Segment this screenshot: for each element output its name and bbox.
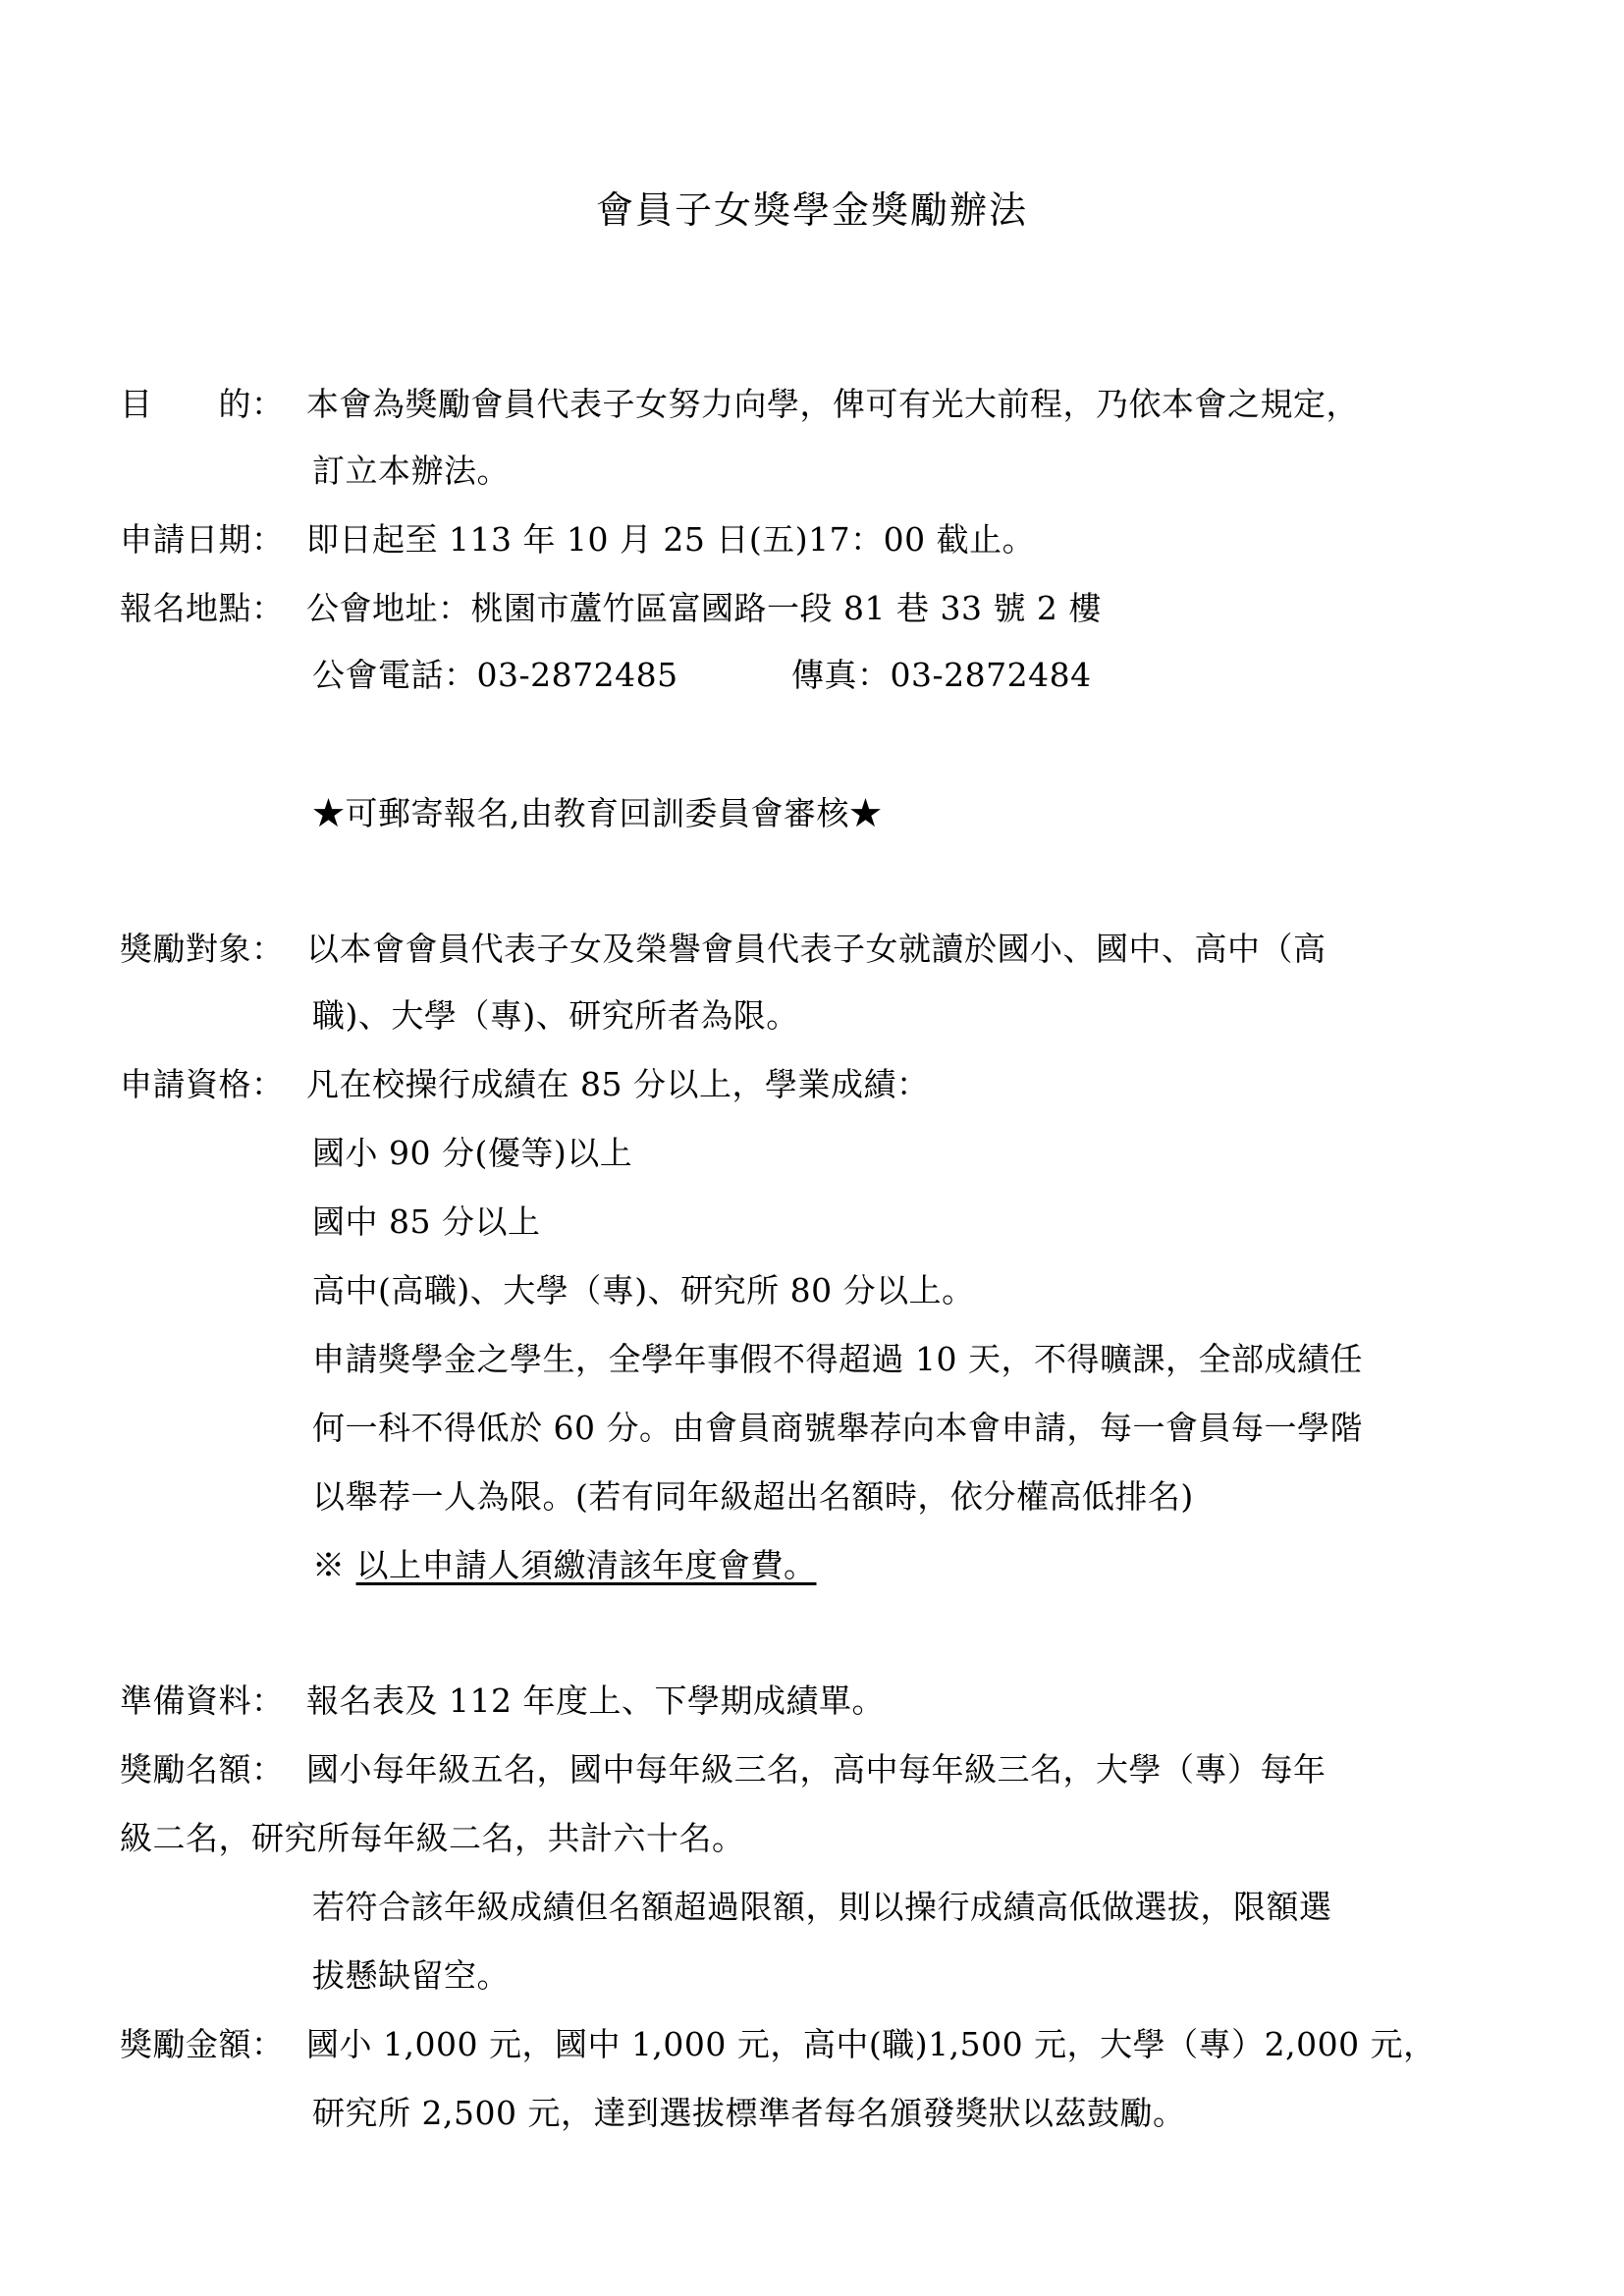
location-label: 報名地點：: [120, 589, 285, 627]
qualifications-line-3: 國中 85 分以上: [312, 1202, 541, 1241]
apply-date-text: 即日起至 113 年 10 月 25 日(五)17：00 截止。: [306, 520, 1036, 559]
apply-date-label: 申請日期：: [120, 520, 285, 559]
location-fax: 傳真：03-2872484: [791, 656, 1092, 694]
location-phone: 公會電話：03-2872485: [312, 656, 678, 694]
amount-line-2: 研究所 2,500 元，達到選拔標準者每名頒發獎狀以茲鼓勵。: [312, 2094, 1186, 2132]
quota-label: 獎勵名額：: [120, 1750, 285, 1789]
qualifications-line-1: 凡在校操行成績在 85 分以上，學業成績：: [306, 1065, 930, 1103]
purpose-line-1: 本會為獎勵會員代表子女努力向學，俾可有光大前程，乃依本會之規定，: [306, 385, 1359, 423]
amount-label: 獎勵金額：: [120, 2025, 285, 2063]
quota-line-1: 國小每年級五名，國中每年級三名，高中每年級三名，大學（專）每年: [306, 1750, 1326, 1789]
amount-line-1: 國小 1,000 元，國中 1,000 元，高中(職)1,500 元，大學（專）2,000 元，: [306, 2025, 1436, 2063]
quota-line-2: 級二名，研究所每年級二名，共計六十名。: [120, 1819, 745, 1857]
quota-line-4: 拔懸缺留空。: [312, 1956, 510, 1995]
purpose-label: 目 的：: [120, 385, 285, 423]
materials-text: 報名表及 112 年度上、下學期成績單。: [306, 1682, 885, 1720]
targets-line-1: 以本會會員代表子女及榮譽會員代表子女就讀於國小、國中、高中（高: [306, 930, 1326, 968]
qualifications-line-4: 高中(高職)、大學（專)、研究所 80 分以上。: [312, 1271, 975, 1309]
qualifications-line-2: 國小 90 分(優等)以上: [312, 1134, 633, 1172]
location-address: 公會地址：桃園市蘆竹區富國路一段 81 巷 33 號 2 樓: [306, 589, 1102, 627]
note-mark: ※: [312, 1546, 356, 1584]
note-text: 以上申請人須繳清該年度會費。: [355, 1546, 817, 1584]
targets-label: 獎勵對象：: [120, 930, 285, 968]
materials-label: 準備資料：: [120, 1682, 285, 1720]
qualifications-line-7: 以舉荐一人為限。(若有同年級超出名額時，依分權高低排名): [312, 1477, 1194, 1516]
qualifications-label: 申請資格：: [120, 1065, 285, 1103]
mail-notice: ★可郵寄報名,由教育回訓委員會審核★: [312, 794, 883, 832]
document-title: 會員子女獎學金獎勵辦法: [595, 188, 1028, 232]
quota-line-3: 若符合該年級成績但名額超過限額，則以操行成績高低做選拔，限額選: [312, 1888, 1332, 1926]
membership-fee-note: [312, 1544, 817, 1587]
qualifications-line-6: 何一科不得低於 60 分。由會員商號舉荐向本會申請，每一會員每一學階: [312, 1409, 1363, 1447]
qualifications-line-5: 申請獎學金之學生，全學年事假不得超過 10 天，不得曠課，全部成績任: [312, 1340, 1363, 1378]
purpose-line-2: 訂立本辦法。: [312, 452, 510, 490]
targets-line-2: 職)、大學（專)、研究所者為限。: [312, 996, 799, 1035]
